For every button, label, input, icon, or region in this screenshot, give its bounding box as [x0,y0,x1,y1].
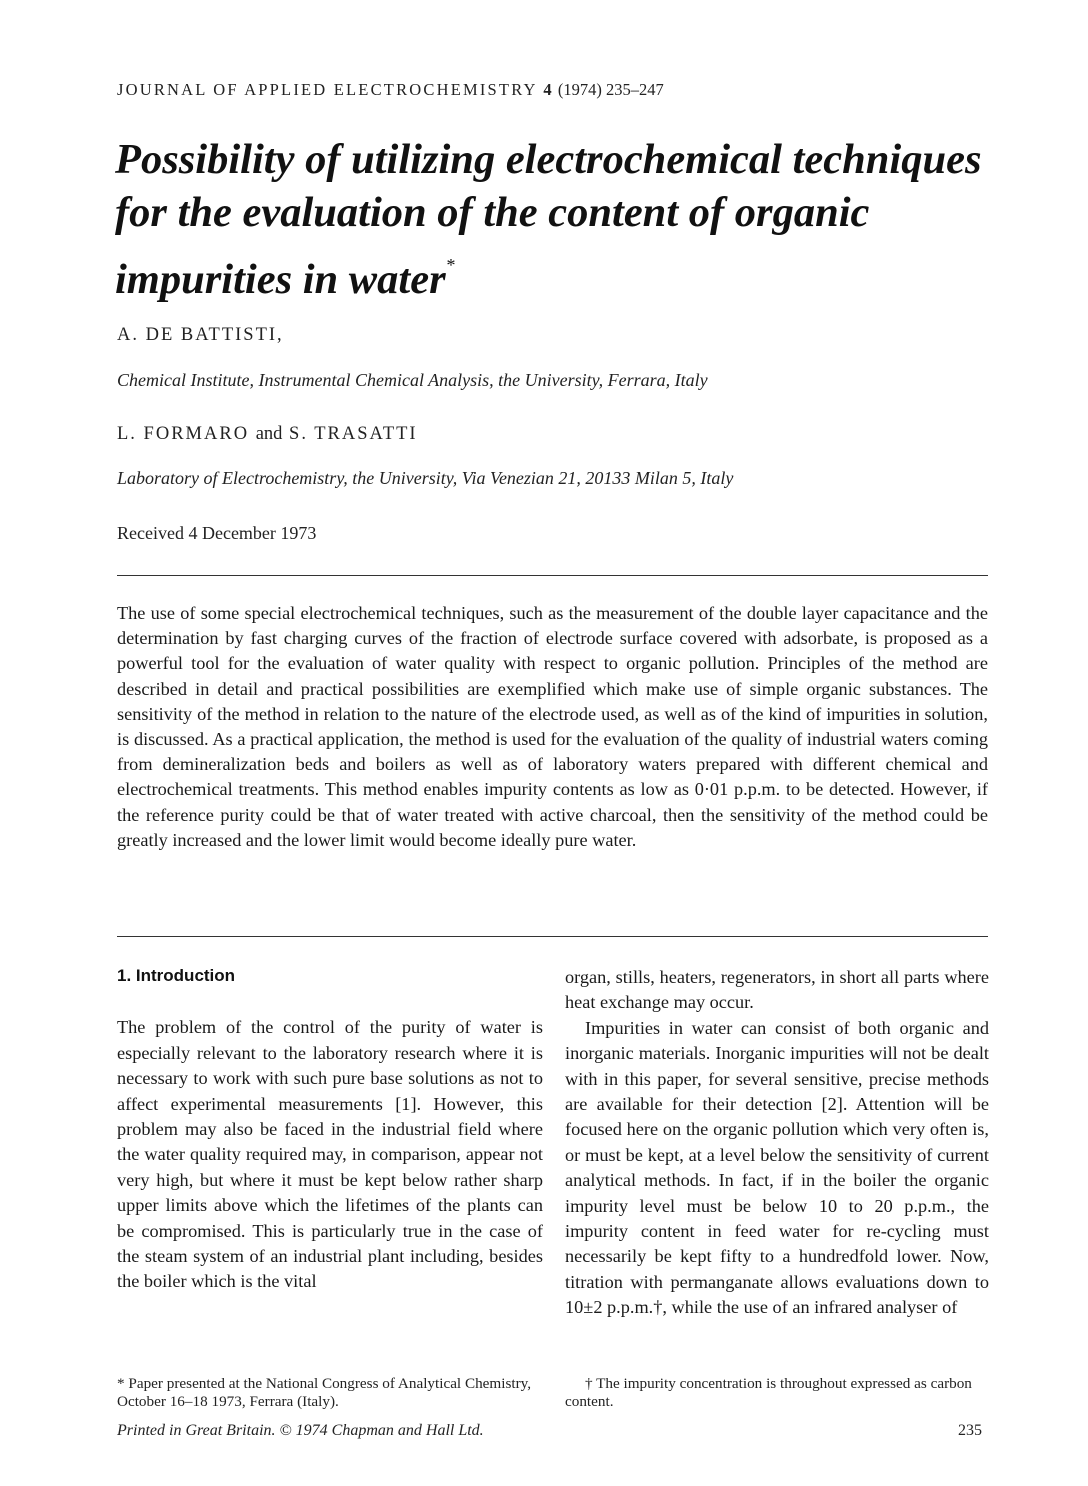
affiliation-first: Chemical Institute, Instrumental Chemical Analysis, the University, Ferrara, Italy [117,370,708,390]
abstract-top-rule [117,575,988,576]
affiliation-second: Laboratory of Electrochemistry, the University, Via Venezian 21, 20133 Milan 5, Italy [117,468,734,488]
author-second [117,424,418,445]
paper-title-text: Possibility of utilizing electrochemical techniques for the evaluation of the content of organic impurities in water [115,136,982,303]
author-second-a: L. FORMARO [117,424,250,444]
received-date: Received 4 December 1973 [117,523,317,543]
intro-paragraph-2: Impurities in water can consist of both organic and inorganic materials. Inorganic impurities will not be dealt with in this paper, for several sensitive, precise methods are available for their detection [2]. Attention will be focused here on the organic pollution which very often is, or must be kept, at a level below the sensitivity of current analytical methods. In fact, if in the boiler the organic impurity level must be below 10 to 20 p.p.m., the impurity content in feed water for re-cycling must necessarily be kept fifty to a hundredfold lower. Now, titration with permanganate allows evaluations down to 10±2 p.p.m.†, while the use of an infrared analyser of [565,1017,989,1318]
left-column [117,963,543,1295]
printed-copyright: Printed in Great Britain. © 1974 Chapman and Hall Ltd. [117,1422,484,1439]
author-second-b: S. TRASATTI [289,424,418,444]
abstract-bottom-rule [117,936,988,937]
author-first: A. DE BATTISTI, [117,325,284,345]
journal-volume: 4 [543,80,552,99]
author-and: and [255,424,283,444]
paper-title [115,133,1015,306]
intro-paragraph-1-continued: organ, stills, heaters, regenerators, in short all parts where heat exchange may occur. [565,967,989,1013]
journal-header [117,80,664,100]
abstract: The use of some special electrochemical techniques, such as the measurement of the double layer capacitance and the determination by fast charging curves of the fraction of electrode surface covered with adsorbate, is proposed as a powerful tool for the evaluation of water quality with respect to organic pollution. Principles of the method are described in detail and practical possibilities are exemplified which make use of simple organic substances. The sensitivity of the method in relation to the nature of the electrode used, as well as of the kind of impurities in solution, is discussed. As a practical application, the method is used for the evaluation of the quality of industrial waters coming from demineralization beds and boilers as well as of laboratory waters prepared with different chemical and electrochemical treatments. This method enables impurity contents as low as 0·01 p.p.m. to be detected. However, if the reference purity could be that of water treated with active charcoal, then the sensitivity of the method could be greatly increased and the lower limit would become ideally pure water. [117,603,988,850]
journal-name: JOURNAL OF APPLIED ELECTROCHEMISTRY [117,80,538,99]
journal-year-pages: (1974) 235–247 [557,80,664,99]
footnote-conference: * Paper presented at the National Congress of Analytical Chemistry, October 16–18 1973, Ferrara (Italy). [117,1375,532,1410]
section-heading: 1. Introduction [117,966,236,985]
intro-paragraph-1: The problem of the control of the purity of water is especially relevant to the laboratory research where it is necessary to work with such pure base solutions as not to affect experimental measurements [1]. However, this problem may also be faced in the industrial field where the water quality required may, in comparison, appear not very high, but where it must be kept below rather sharp upper limits above which the lifetimes of the plants can be compromised. This is particularly true in the case of the steam system of an industrial plant including, besides the boiler which is the vital [117,1017,543,1292]
right-column [565,965,989,1321]
title-footnote-mark: * [445,255,455,275]
page-number: 235 [958,1422,982,1439]
footnote-carbon: † The impurity concentration is throughout expressed as carbon content. [565,1375,972,1410]
